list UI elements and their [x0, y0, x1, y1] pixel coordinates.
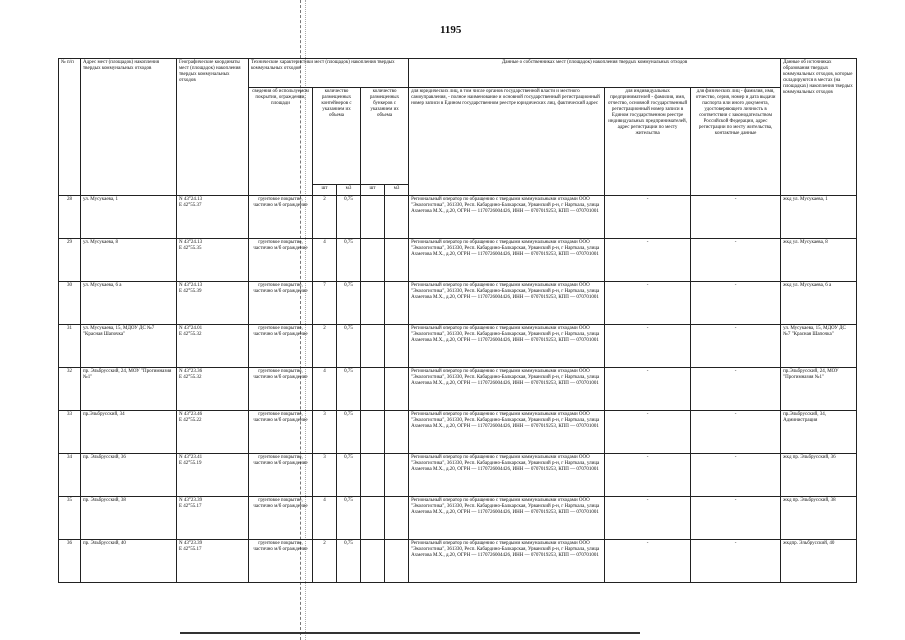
- cell-surface: грунтовое покрытие, частично м/б ограждение: [249, 368, 313, 411]
- cell-address: ул. Мусукаева, 8: [81, 239, 177, 282]
- cell-individual: -: [691, 325, 781, 368]
- cell-container-volume: 0,75: [337, 368, 361, 411]
- cell-num: 32: [59, 368, 81, 411]
- header-ip: для индивидуальных предпринимателей - фамилия, имя, отчество, основной государственный регистрационный номер записи в Едином государственном реестре индивидуальных предпринимателей, адрес регистрации по месту жительства: [605, 88, 691, 196]
- cell-bunker-volume: [385, 196, 409, 239]
- cell-bunker-count: [361, 411, 385, 454]
- cell-owner: Региональный оператор по обращению с твердыми коммунальными отходами ООО "Экологистика", 361330, Респ. Кабардино-Балкарская, Урванский р-н, г Нарткала, улица Ахметова М.Х., д.20, ОГРН — 1170726004426, ИНН — 0707019253, КПП — 070701001: [409, 454, 605, 497]
- cell-address: пр. Эльбрусский, 38: [81, 497, 177, 540]
- header-address: Адрес мест (площадок) накопления твердых коммунальных отходов: [81, 59, 177, 196]
- cell-individual: -: [691, 239, 781, 282]
- cell-coords: N 43°24.13 E 42°55.35: [177, 239, 249, 282]
- header-num: № п/п: [59, 59, 81, 196]
- header-unit-pcs: шт: [313, 185, 337, 196]
- cell-ip: -: [605, 196, 691, 239]
- cell-address: пр. Эльбрусский, 24, МОУ "Прогимназия №1": [81, 368, 177, 411]
- cell-source: жкд ул. Мусукаева, 6 а: [781, 282, 857, 325]
- cell-bunker-count: [361, 540, 385, 583]
- cell-num: 30: [59, 282, 81, 325]
- cell-bunker-count: [361, 196, 385, 239]
- cell-num: 35: [59, 497, 81, 540]
- table-row: [59, 325, 857, 368]
- table-row: [59, 540, 857, 583]
- table-row: [59, 497, 857, 540]
- cell-bunker-volume: [385, 540, 409, 583]
- cell-owner: Региональный оператор по обращению с твердыми коммунальными отходами ООО "Экологистика", 361330, Респ. Кабардино-Балкарская, Урванский р-н, г Нарткала, улица Ахметова М.Х., д.20, ОГРН — 1170726004426, ИНН — 0707019253, КПП — 070701001: [409, 325, 605, 368]
- page-bottom-edge: [180, 632, 640, 634]
- cell-source: ул. Мусукаева, 15, МДОУ ДС №7 "Красная Шапочка": [781, 325, 857, 368]
- header-containers: количество размещенных контейнеров с указанием их объема: [313, 88, 361, 185]
- header-bunkers: количество размещенных бункеров с указанием их объема: [361, 88, 409, 185]
- cell-container-volume: 0,75: [337, 196, 361, 239]
- cell-ip: -: [605, 540, 691, 583]
- cell-bunker-volume: [385, 411, 409, 454]
- cell-source: жкдпр. Эльбрусский, 40: [781, 540, 857, 583]
- cell-individual: -: [691, 282, 781, 325]
- cell-source: пр.Эльбрусский, 24, МОУ "Прогимназия №1": [781, 368, 857, 411]
- cell-container-count: 4: [313, 368, 337, 411]
- cell-individual: -: [691, 540, 781, 583]
- cell-surface: грунтовое покрытие, частично м/б ограждение: [249, 454, 313, 497]
- cell-surface: грунтовое покрытие, частично м/б ограждение: [249, 239, 313, 282]
- cell-container-volume: 0,75: [337, 239, 361, 282]
- page-number: 1195: [440, 24, 462, 36]
- cell-owner: Региональный оператор по обращению с твердыми коммунальными отходами ООО "Экологистика", 361330, Респ. Кабардино-Балкарская, Урванский р-н, г Нарткала, улица Ахметова М.Х., д.20, ОГРН — 1170726004426, ИНН — 0707019253, КПП — 070701001: [409, 540, 605, 583]
- header-sources: Данные об источниках образования твердых коммунальных отходов, которые складируются в местах (на площадках) накопления твердых коммунальных отходов: [781, 59, 857, 196]
- cell-bunker-count: [361, 239, 385, 282]
- registry-table-wrapper: [58, 58, 856, 624]
- cell-container-count: 4: [313, 497, 337, 540]
- cell-ip: -: [605, 368, 691, 411]
- cell-surface: грунтовое покрытие, частично м/б ограждение: [249, 325, 313, 368]
- table-row: [59, 239, 857, 282]
- cell-num: 33: [59, 411, 81, 454]
- cell-surface: грунтовое покрытие, частично м/б ограждение: [249, 282, 313, 325]
- cell-owner: Региональный оператор по обращению с твердыми коммунальными отходами ООО "Экологистика", 361330, Респ. Кабардино-Балкарская, Урванский р-н, г Нарткала, улица Ахметова М.Х., д.20, ОГРН — 1170726004426, ИНН — 0707019253, КПП — 070701001: [409, 239, 605, 282]
- cell-container-volume: 0,75: [337, 282, 361, 325]
- header-legal: для юридических лиц, в том числе органов государственной власти и местного самоуправления, - полное наименование и основной государственный регистрационный номер записи в Едином государственном реестре юридических лиц, фактический адрес: [409, 88, 605, 196]
- table-body: [59, 196, 857, 583]
- cell-source: пр.Эльбрусский, 34, Администрация: [781, 411, 857, 454]
- cell-bunker-volume: [385, 239, 409, 282]
- cell-source: жкд пр. Эльбрусский, 36: [781, 454, 857, 497]
- header-tech: Технические характеристики мест (площадок) накопления твердых коммунальных отходов: [249, 59, 409, 88]
- cell-bunker-volume: [385, 282, 409, 325]
- cell-bunker-count: [361, 282, 385, 325]
- cell-num: 29: [59, 239, 81, 282]
- cell-coords: N 43°23.46 E 42°55.22: [177, 411, 249, 454]
- cell-container-count: 7: [313, 282, 337, 325]
- cell-surface: грунтовое покрытие, частично м/б ограждение: [249, 497, 313, 540]
- registry-table: [58, 58, 857, 583]
- cell-ip: -: [605, 411, 691, 454]
- table-row: [59, 454, 857, 497]
- cell-coords: N 43°23.39 E 42°55.17: [177, 540, 249, 583]
- cell-bunker-count: [361, 368, 385, 411]
- cell-num: 28: [59, 196, 81, 239]
- cell-container-volume: 0,75: [337, 411, 361, 454]
- cell-container-volume: 0,75: [337, 325, 361, 368]
- cell-address: пр. Эльбрусский, 40: [81, 540, 177, 583]
- cell-container-volume: 0,75: [337, 454, 361, 497]
- header-owners: Данные о собственниках мест (площадок) накопления твердых коммунальных отходов: [409, 59, 781, 88]
- cell-owner: Региональный оператор по обращению с твердыми коммунальными отходами ООО "Экологистика", 361330, Респ. Кабардино-Балкарская, Урванский р-н, г Нарткала, улица Ахметова М.Х., д.20, ОГРН — 1170726004426, ИНН — 0707019253, КПП — 070701001: [409, 196, 605, 239]
- header-surface: сведения об используемом покрытии, ограждении, площади: [249, 88, 313, 196]
- header-unit-m3: м3: [337, 185, 361, 196]
- cell-container-count: 3: [313, 454, 337, 497]
- cell-surface: грунтовое покрытие, частично м/б ограждение: [249, 196, 313, 239]
- cell-container-count: 3: [313, 411, 337, 454]
- cell-bunker-volume: [385, 325, 409, 368]
- cell-coords: N 43°24.13 E 42°55.39: [177, 282, 249, 325]
- table-row: [59, 368, 857, 411]
- cell-ip: -: [605, 282, 691, 325]
- cell-num: 31: [59, 325, 81, 368]
- cell-individual: -: [691, 368, 781, 411]
- cell-ip: -: [605, 497, 691, 540]
- cell-container-volume: 0,75: [337, 540, 361, 583]
- table-row: [59, 411, 857, 454]
- cell-container-count: 4: [313, 239, 337, 282]
- header-unit-pcs: шт: [361, 185, 385, 196]
- header-individuals: для физических лиц - фамилия, имя, отчество, серия, номер и дата выдачи паспорта или иного документа, удостоверяющего личность в соответствии с законодательством Российской Федерации, адрес регистрации по месту жительства, контактные данные: [691, 88, 781, 196]
- table-row: [59, 196, 857, 239]
- cell-address: пр.Эльбрусский, 34: [81, 411, 177, 454]
- cell-coords: N 43°23.39 E 42°55.17: [177, 497, 249, 540]
- cell-container-count: 2: [313, 540, 337, 583]
- cell-address: ул. Мусукаева, 6 а: [81, 282, 177, 325]
- cell-ip: -: [605, 239, 691, 282]
- header-unit-m3: м3: [385, 185, 409, 196]
- cell-source: жкд ул. Мусукаева, 8: [781, 239, 857, 282]
- cell-individual: -: [691, 454, 781, 497]
- cell-address: ул. Мусукаева, 1: [81, 196, 177, 239]
- cell-coords: N 43°24.01 E 42°55.32: [177, 325, 249, 368]
- cell-individual: -: [691, 196, 781, 239]
- cell-individual: -: [691, 497, 781, 540]
- cell-source: жкд ул. Мусукаева, 1: [781, 196, 857, 239]
- cell-container-volume: 0,75: [337, 497, 361, 540]
- cell-bunker-count: [361, 497, 385, 540]
- cell-container-count: 2: [313, 196, 337, 239]
- cell-coords: N 43°24.13 E 42°55.37: [177, 196, 249, 239]
- cell-ip: -: [605, 454, 691, 497]
- cell-owner: Региональный оператор по обращению с твердыми коммунальными отходами ООО "Экологистика", 361330, Респ. Кабардино-Балкарская, Урванский р-н, г Нарткала, улица Ахметова М.Х., д.20, ОГРН — 1170726004426, ИНН — 0707019253, КПП — 070701001: [409, 497, 605, 540]
- cell-num: 36: [59, 540, 81, 583]
- cell-bunker-volume: [385, 497, 409, 540]
- cell-ip: -: [605, 325, 691, 368]
- cell-owner: Региональный оператор по обращению с твердыми коммунальными отходами ООО "Экологистика", 361330, Респ. Кабардино-Балкарская, Урванский р-н, г Нарткала, улица Ахметова М.Х., д.20, ОГРН — 1170726004426, ИНН — 0707019253, КПП — 070701001: [409, 411, 605, 454]
- cell-bunker-count: [361, 325, 385, 368]
- cell-individual: -: [691, 411, 781, 454]
- cell-bunker-count: [361, 454, 385, 497]
- cell-coords: N 43°23.41 E 42°55.19: [177, 454, 249, 497]
- cell-owner: Региональный оператор по обращению с твердыми коммунальными отходами ООО "Экологистика", 361330, Респ. Кабардино-Балкарская, Урванский р-н, г Нарткала, улица Ахметова М.Х., д.20, ОГРН — 1170726004426, ИНН — 0707019253, КПП — 070701001: [409, 368, 605, 411]
- cell-coords: N 43°23.36 E 42°55.32: [177, 368, 249, 411]
- cell-bunker-volume: [385, 454, 409, 497]
- cell-container-count: 2: [313, 325, 337, 368]
- header-coords: Географические координаты мест (площадок) накопления твердых коммунальных отходов: [177, 59, 249, 196]
- cell-surface: грунтовое покрытие, частично м/б ограждение: [249, 411, 313, 454]
- cell-address: пр. Эльбрусский, 36: [81, 454, 177, 497]
- cell-num: 34: [59, 454, 81, 497]
- cell-address: ул. Мусукаева, 15, МДОУ ДС №7 "Красная Шапочка": [81, 325, 177, 368]
- cell-surface: грунтовое покрытие, частично м/б ограждение: [249, 540, 313, 583]
- cell-owner: Региональный оператор по обращению с твердыми коммунальными отходами ООО "Экологистика", 361330, Респ. Кабардино-Балкарская, Урванский р-н, г Нарткала, улица Ахметова М.Х., д.20, ОГРН — 1170726004426, ИНН — 0707019253, КПП — 070701001: [409, 282, 605, 325]
- table-row: [59, 282, 857, 325]
- cell-bunker-volume: [385, 368, 409, 411]
- cell-source: жкд пр. Эльбрусский, 38: [781, 497, 857, 540]
